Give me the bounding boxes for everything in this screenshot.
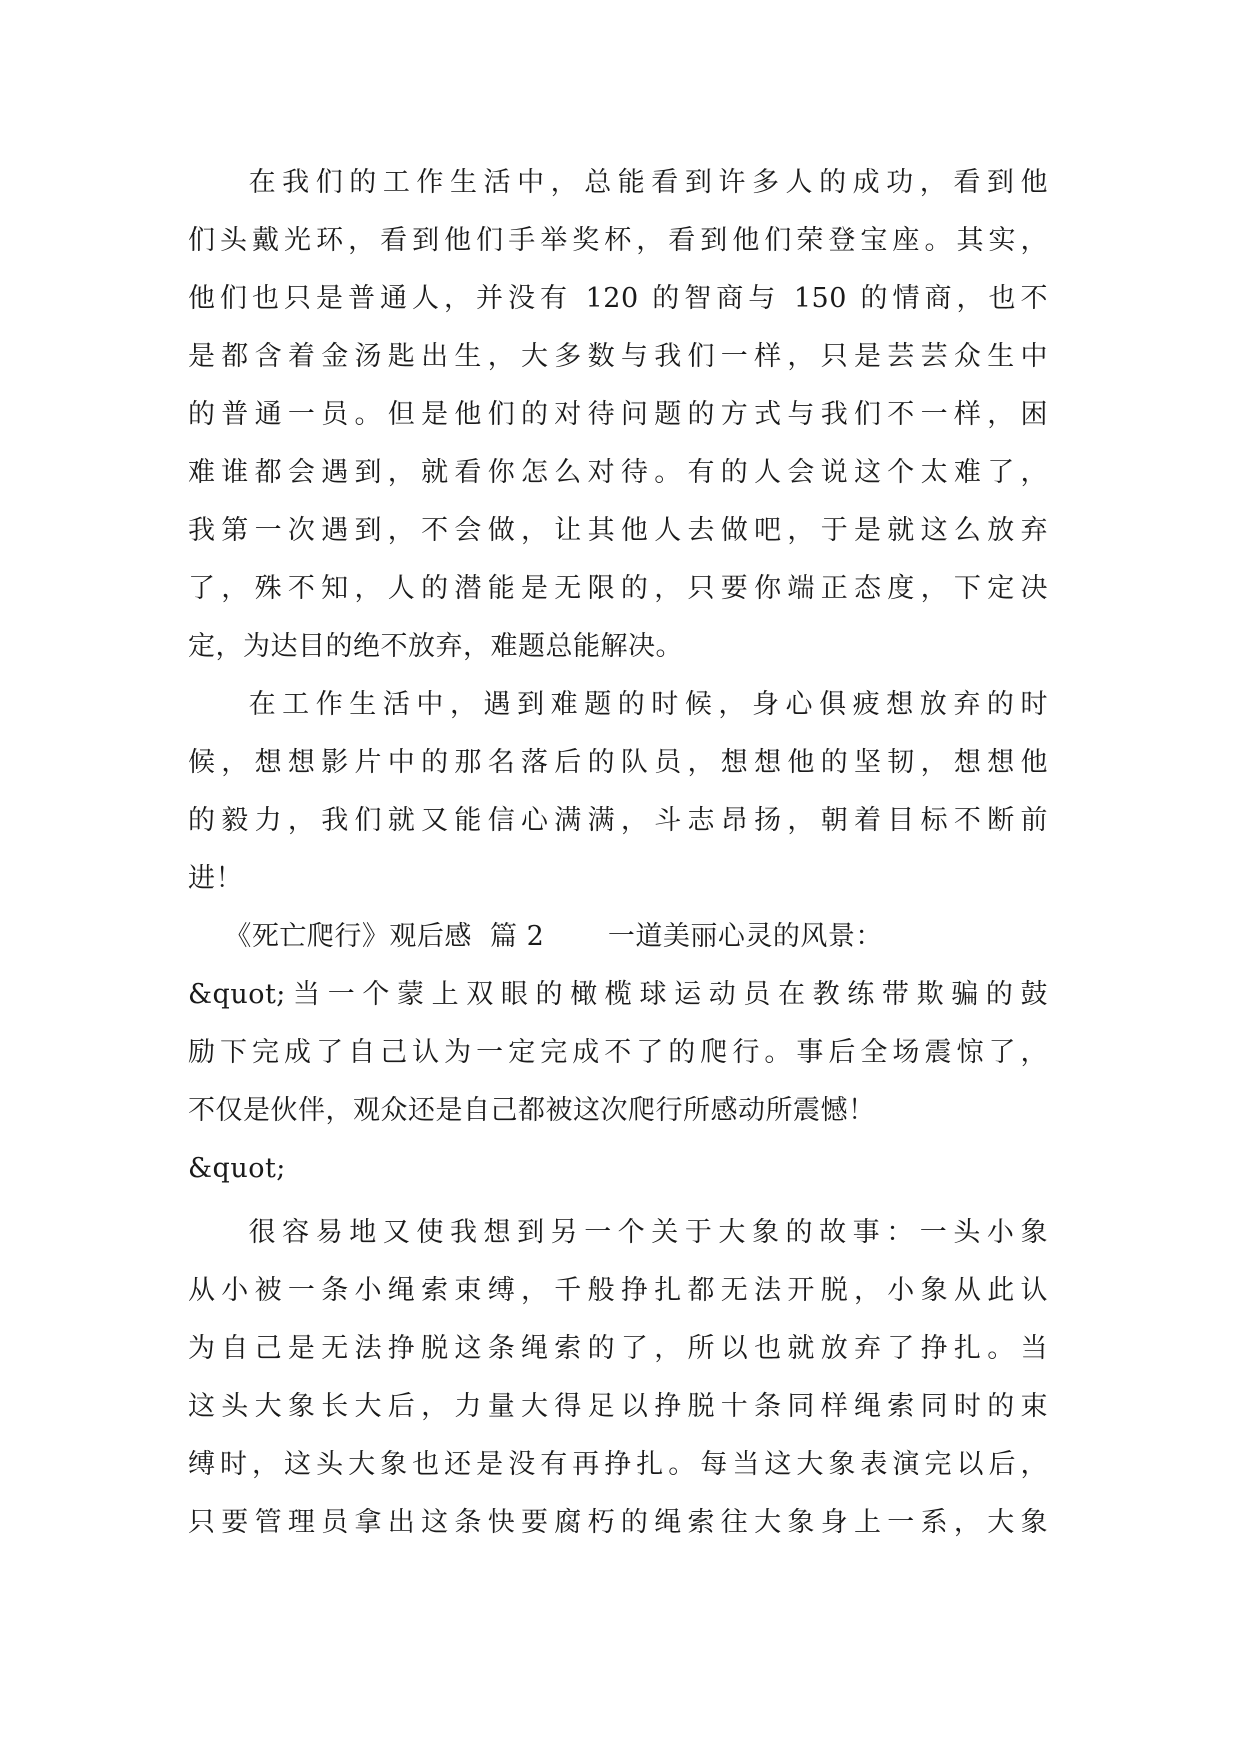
paragraph-3 [188, 908, 1048, 1198]
text-line: 只要管理员拿出这条快要腐朽的绳索往大象身上一系，大象 [188, 1507, 1048, 1538]
text-line: 们头戴光环，看到他们手举奖杯，看到他们荣登宝座。其实， [188, 225, 1048, 256]
text-line: 为自己是无法挣脱这条绳索的了，所以也就放弃了挣扎。当 [188, 1333, 1048, 1364]
paragraph-1 [188, 154, 1048, 676]
text-line: 励下完成了自己认为一定完成不了的爬行。事后全场震惊了， [188, 1037, 1048, 1068]
text-line: 缚时，这头大象也还是没有再挣扎。每当这大象表演完以后， [188, 1449, 1048, 1480]
text-line: 这头大象长大后，力量大得足以挣脱十条同样绳索同时的束 [188, 1391, 1048, 1422]
text-line: 不仅是伙伴，观众还是自己都被这次爬行所感动所震憾！ [188, 1095, 876, 1126]
paragraph-2 [188, 676, 1048, 908]
text-line: 他们也只是普通人，并没有 120 的智商与 150 的情商，也不 [188, 283, 1048, 314]
text-line: 了，殊不知，人的潜能是无限的，只要你端正态度，下定决 [188, 573, 1048, 604]
text-line: 进！ [188, 863, 243, 894]
text-line: 在我们的工作生活中，总能看到许多人的成功，看到他 [188, 167, 1048, 198]
text-line: &quot;当一个蒙上双眼的橄榄球运动员在教练带欺骗的鼓 [188, 979, 1048, 1010]
document-page [188, 154, 1048, 1552]
text-line: 的毅力，我们就又能信心满满，斗志昂扬，朝着目标不断前 [188, 805, 1048, 836]
paragraph-4 [188, 1204, 1048, 1552]
text-line: 定，为达目的绝不放弃，难题总能解决。 [188, 631, 683, 662]
text-line: 从小被一条小绳索束缚，千般挣扎都无法开脱，小象从此认 [188, 1275, 1048, 1306]
text-line: 我第一次遇到，不会做，让其他人去做吧，于是就这么放弃 [188, 515, 1048, 546]
text-line: 在工作生活中，遇到难题的时候，身心俱疲想放弃的时 [188, 689, 1048, 720]
text-line: 的普通一员。但是他们的对待问题的方式与我们不一样，困 [188, 399, 1048, 430]
section-heading-line: 《死亡爬行》观后感 篇 2 一道美丽心灵的风景： [188, 921, 883, 952]
text-line: 是都含着金汤匙出生，大多数与我们一样，只是芸芸众生中 [188, 341, 1048, 372]
text-line: 难谁都会遇到，就看你怎么对待。有的人会说这个太难了， [188, 457, 1048, 488]
text-line: 候，想想影片中的那名落后的队员，想想他的坚韧，想想他 [188, 747, 1048, 778]
text-line: 很容易地又使我想到另一个关于大象的故事：一头小象 [188, 1217, 1048, 1248]
text-line: &quot; [188, 1153, 286, 1184]
